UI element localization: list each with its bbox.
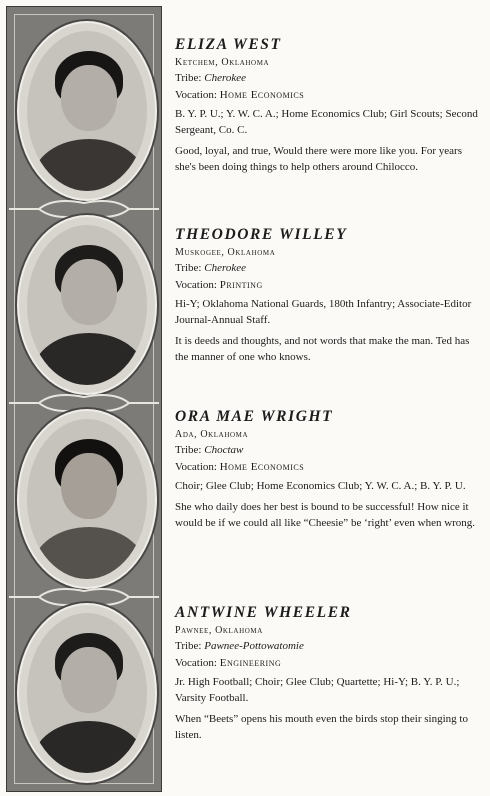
quote: When “Beets” opens his mouth even the birds stop their singing to listen. [175,713,468,741]
vocation-line [175,279,480,291]
quote: It is deeds and thoughts, and not words that make the man. Ted has the manner of one who knows. [175,335,470,363]
hometown: Pawnee, Oklahoma [175,625,263,636]
entry-theodore-willey [175,226,480,370]
vocation-value: Printing [219,279,263,291]
tribe-value: Choctaw [204,444,244,456]
tribe-value: Cherokee [204,72,246,84]
activities: Jr. High Football; Choir; Glee Club; Quartette; Hi-Y; B. Y. P. U.; Varsity Football. [175,676,460,704]
tribe-label: Tribe: [175,262,202,274]
entry-antwine-wheeler [175,604,480,748]
entry-ora-mae-wright [175,408,480,536]
student-name: THEODORE WILLEY [175,226,348,243]
vocation-value: Home Economics [219,89,305,101]
tribe-line [175,72,480,84]
tribe-line [175,640,480,652]
entry-eliza-west [175,36,480,180]
vocation-label: Vocation: [175,279,217,291]
quote: Good, loyal, and true, Would there were more like you. For years she's been doing things to help others around Chilocco. [175,145,462,173]
hometown: Muskogee, Oklahoma [175,247,276,258]
portrait-ora-mae-wright [17,409,157,589]
portrait-eliza-west [17,21,157,201]
portrait-antwine-wheeler [17,603,157,783]
tribe-value: Pawnee-Pottowatomie [204,640,304,652]
portrait-theodore-willey [17,215,157,395]
portrait-strip [6,6,162,792]
hometown: Ada, Oklahoma [175,429,249,440]
tribe-line [175,444,480,456]
vocation-line [175,461,480,473]
vocation-label: Vocation: [175,89,217,101]
tribe-label: Tribe: [175,444,202,456]
student-name: ORA MAE WRIGHT [175,408,334,425]
activities: Choir; Glee Club; Home Economics Club; Y. W. C. A.; B. Y. P. U. [175,480,466,492]
activities: B. Y. P. U.; Y. W. C. A.; Home Economics Club; Girl Scouts; Second Sergeant, Co. C. [175,108,478,136]
tribe-line [175,262,480,274]
tribe-label: Tribe: [175,72,202,84]
activities: Hi-Y; Oklahoma National Guards, 180th Infantry; Associate-Editor Journal-Annual Staff. [175,298,472,326]
hometown: Ketchem, Oklahoma [175,57,270,68]
vocation-line [175,657,480,669]
student-name: ANTWINE WHEELER [175,604,352,621]
tribe-label: Tribe: [175,640,202,652]
vocation-label: Vocation: [175,657,217,669]
quote: She who daily does her best is bound to be successful! How nice it would be if we could all like “Cheesie” be ‘right’ even when wrong. [175,501,476,529]
student-name: ELIZA WEST [175,36,282,53]
vocation-value: Engineering [219,657,282,669]
vocation-label: Vocation: [175,461,217,473]
vocation-line [175,89,480,101]
tribe-value: Cherokee [204,262,246,274]
vocation-value: Home Economics [219,461,305,473]
